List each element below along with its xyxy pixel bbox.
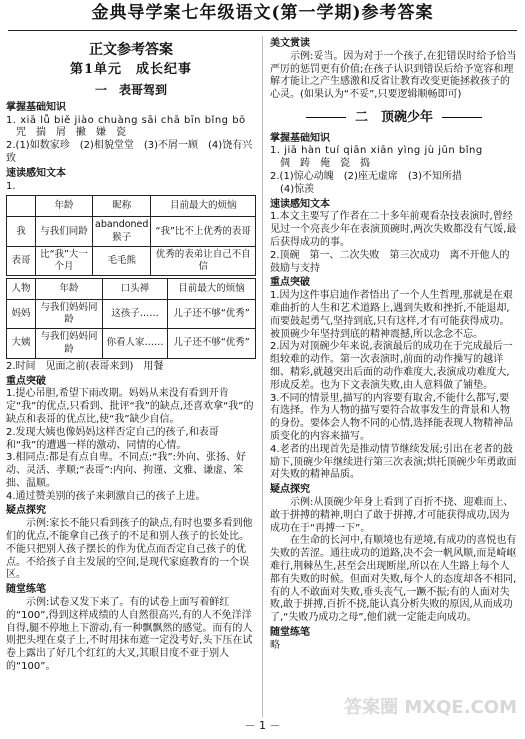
page-header-title: 金典导学案七年级语文(第一学期)参考答案 xyxy=(91,3,434,23)
table-cell: 毛毛熊 xyxy=(93,246,151,275)
answer-paragraph: 示例:妥当。因为对于一个孩子,在犯错误时给予恰当严厉的惩罚更有价值;在孩子认识到错误后给予宽容和理解才能让之产生感激和反省让教育改变更能拯救孩子的心灵。(如果认为“不妥”,只要逻辑顺畅即可) xyxy=(270,50,517,101)
answer-item: 4.通过赞美别的孩子来刺激自己的孩子上进。 xyxy=(6,490,206,502)
table-cell: “我”比不上优秀的表哥 xyxy=(151,217,256,246)
subheading-practice: 随堂练笔 xyxy=(6,584,46,596)
table-cell: 优秀的表弟让自己不自信 xyxy=(151,246,256,275)
table-mothers xyxy=(6,278,256,359)
table-cell: 大姨 xyxy=(7,329,36,358)
lesson-title xyxy=(6,83,256,98)
subheading-quick-read: 速读感知文本 xyxy=(6,167,66,179)
answer-paragraph: 略 xyxy=(270,639,280,651)
answer-paragraph: 在生命的长河中,有顺境也有逆境,有成功的喜悦也有失败的苦涩。通往成功的道路,决不会一帆风顺,而是崎岖难行,荆棘丛生,甚至会出现断崖,所以在人生路上每个人都有失败的时候。但面对失败,每个人的态度却各不相同,有的人不敢面对失败,垂头丧气,一蹶不振;有的人面对失败,敢于拼搏,百折不挠,能认真分析失败的原因,从而成功了,“失败乃成功之母”,他们就一定能走向成功。 xyxy=(270,535,517,624)
character-line: 倜 踌 俺 瓷 捣 xyxy=(270,158,370,170)
table-cell: 我 xyxy=(7,217,36,246)
table-row xyxy=(7,329,256,358)
table-cell: 与我们妈妈同龄 xyxy=(36,300,103,329)
answer-item: 2.因为对顶碗少年来说,表演最后的成功在于完成最后一组较难的动作。第一次表演时,前面的动作操写的越详细、精彩,就越突出后面的动作难度大,表演成功难度大,形成反差。也为下文表演失败,由人意料做了铺垫。 xyxy=(270,341,513,391)
subheading-doubts: 疑点探究 xyxy=(270,484,310,496)
answer-item: 1.本文主要写了作者在二十多年前观看杂技表演时,曾经见过一个亮丧少年在表演顶碗时,两次失败都没有气馁,最后获得成功的事。 xyxy=(270,211,517,248)
table-cell: 妈妈 xyxy=(7,300,36,329)
question-number: 1. xyxy=(6,180,16,192)
section-title: 正文参考答案 xyxy=(89,42,173,58)
table-me-cousin xyxy=(6,195,256,276)
table-header: 年龄 xyxy=(36,279,103,300)
subheading-doubts: 疑点探究 xyxy=(6,505,46,517)
table-row xyxy=(7,300,256,329)
table-header: 目前最大的烦恼 xyxy=(151,196,256,217)
table-row xyxy=(7,246,256,275)
table-header xyxy=(7,196,36,217)
answer-item: 3.不同的情景里,描写的内容要有取舍,不能什么都写,要有选择。作为人物的描写要符合故事发生的背景和人物的身份。要体会人物不同的心情,选择能表现人物精神品质变化的内容来描写。 xyxy=(270,392,514,442)
header-rule xyxy=(8,30,517,31)
lesson-title-text: 二 顶碗少年 xyxy=(354,109,433,125)
table-cell: 你看人家…… xyxy=(103,329,168,358)
subheading-basic: 掌握基础知识 xyxy=(270,132,330,144)
left-column xyxy=(6,36,256,716)
pinyin-line: 1. jiā hàn tuí qiān xiān yìng jù jūn bǐng xyxy=(270,145,483,157)
answer-paragraph: 示例:从顶碗少年身上看到了百折不挠、迎难而上、敢于拼搏的精神,明白了敢于拼搏,才可能获得成功,因为成功在于“再搏一下”。 xyxy=(270,496,514,534)
subheading-appreciation: 美文赏读 xyxy=(270,38,310,49)
table-cell: 与我们妈妈同龄 xyxy=(36,329,103,358)
table-cell: 表哥 xyxy=(7,246,36,275)
table-cell: 比“我”大一个月 xyxy=(36,246,93,275)
answer-item: 2.时间 见面之前(表哥来到) 用餐 xyxy=(6,360,164,372)
subheading-quick-read: 速读感知文本 xyxy=(270,198,330,210)
answer-item: 1.因为这件事启迪作者悟出了一个人生哲理,那就是在艰难曲折的人生和艺术道路上,遇到失败和挫折,不能退却,而要鼓起勇气,坚持到底,只有这样,才有可能获得成功。被顶碗少年坚持到底的精神震撼,所以念念不忘。 xyxy=(270,290,513,340)
subheading-key-points: 重点突破 xyxy=(6,375,46,387)
answer-paragraph: 示例:试卷又发下来了。有的试卷上面写着鲜红的“100”,得到这样成绩的人自然很高兴,有的人不免洋洋自得,腿不停地上下游动,有一种飘飘然的感觉。而有的人则把头埋在桌子上,不时用抹布遮一定没考好,头下压在试卷上露出了好几个红红的大叉,其眼目度不亚于别人的“100”。 xyxy=(6,597,253,673)
subheading-basic: 掌握基础知识 xyxy=(6,101,66,113)
table-cell: 这孩子…… xyxy=(103,300,168,329)
answer-item: 3.相同点:都是有点自卑。不同点:“我”:外向、张扬、好动、灵活、孝顺;“表哥”:内向、拘谨、文雅、谦虚、笨拙、温顺。 xyxy=(6,452,247,489)
lesson-title-text: 一 表哥驾到 xyxy=(94,82,167,97)
unit-title: 第1单元 成长纪事 xyxy=(69,61,193,77)
idioms-line: (4)惊羡 xyxy=(270,183,315,195)
table-header: 目前最大的烦恼 xyxy=(168,279,256,300)
table-header: 年龄 xyxy=(36,196,93,217)
table-header: 昵称 xyxy=(93,196,151,217)
idioms-line: 2.(1)惊心动魄 (2)座无虚席 (3)不知所措 xyxy=(270,171,463,182)
idioms-line: 2.(1)如数家珍 (2)相貌堂堂 (3)不屑一顾 (4)饶有兴致 xyxy=(6,140,253,165)
title-rule xyxy=(442,117,482,118)
pinyin-line: 1. xiā lǚ biě jiào chuàng sāi chā bīn bǐng bō xyxy=(6,114,246,126)
lesson-title xyxy=(270,110,518,127)
character-line: 咒 揣 屑 撇 嫌 瓷 xyxy=(6,127,126,139)
table-cell: abandoned猴子 xyxy=(93,217,151,246)
column-divider xyxy=(262,36,263,717)
table-header: 口头禅 xyxy=(103,279,168,300)
table-cell: 儿子还不够“优秀” xyxy=(168,300,256,329)
subheading-practice: 随堂练笔 xyxy=(270,626,310,638)
table-cell: 儿子还不够“优秀” xyxy=(168,329,256,358)
answer-item: 4.老者的出现首先是推动情节继续发展;引出在老者的鼓励下,顶碗少年继续进行第三次表演;烘托顶碗少年勇敢面对失败的精神品质。 xyxy=(270,443,517,481)
answer-paragraph: 示例:家长不能只看到孩子的缺点,有时也要多看到他们的优点,不能拿自己孩子的不足和别人孩子的长处比。不能只把别人孩子摆长的作为优点而否定自己孩子的优点。不给孩子自主发展的空间,是现代家庭教育的一个误区。 xyxy=(6,518,253,581)
table-row xyxy=(7,217,256,246)
title-rule xyxy=(306,117,346,118)
answer-item: 2.发现大姨也像妈妈这样否定自己的孩子,和表哥和“我”的遭遇一样的激动、同情的心情。 xyxy=(6,426,219,451)
right-column xyxy=(270,36,518,716)
answer-item: 2.顶碗 第一、二次失败 第三次成功 离不开他人的鼓励与支持 xyxy=(270,249,510,274)
table-cell: 与我们同龄 xyxy=(36,217,93,246)
subheading-key-points: 重点突破 xyxy=(270,277,310,289)
watermark: 答案圈 MXQE.COM xyxy=(344,696,517,718)
page-number: － 1 － xyxy=(244,718,281,732)
answer-item: 1.提心吊胆,希望下雨改期。妈妈从来没有看到开肯定“我”的优点,只看到、批评“我”的缺点,还喜欢拿“我”的缺点和表哥的优点比,使“我”缺少自信。 xyxy=(6,388,254,425)
table-header: 人物 xyxy=(7,279,36,300)
